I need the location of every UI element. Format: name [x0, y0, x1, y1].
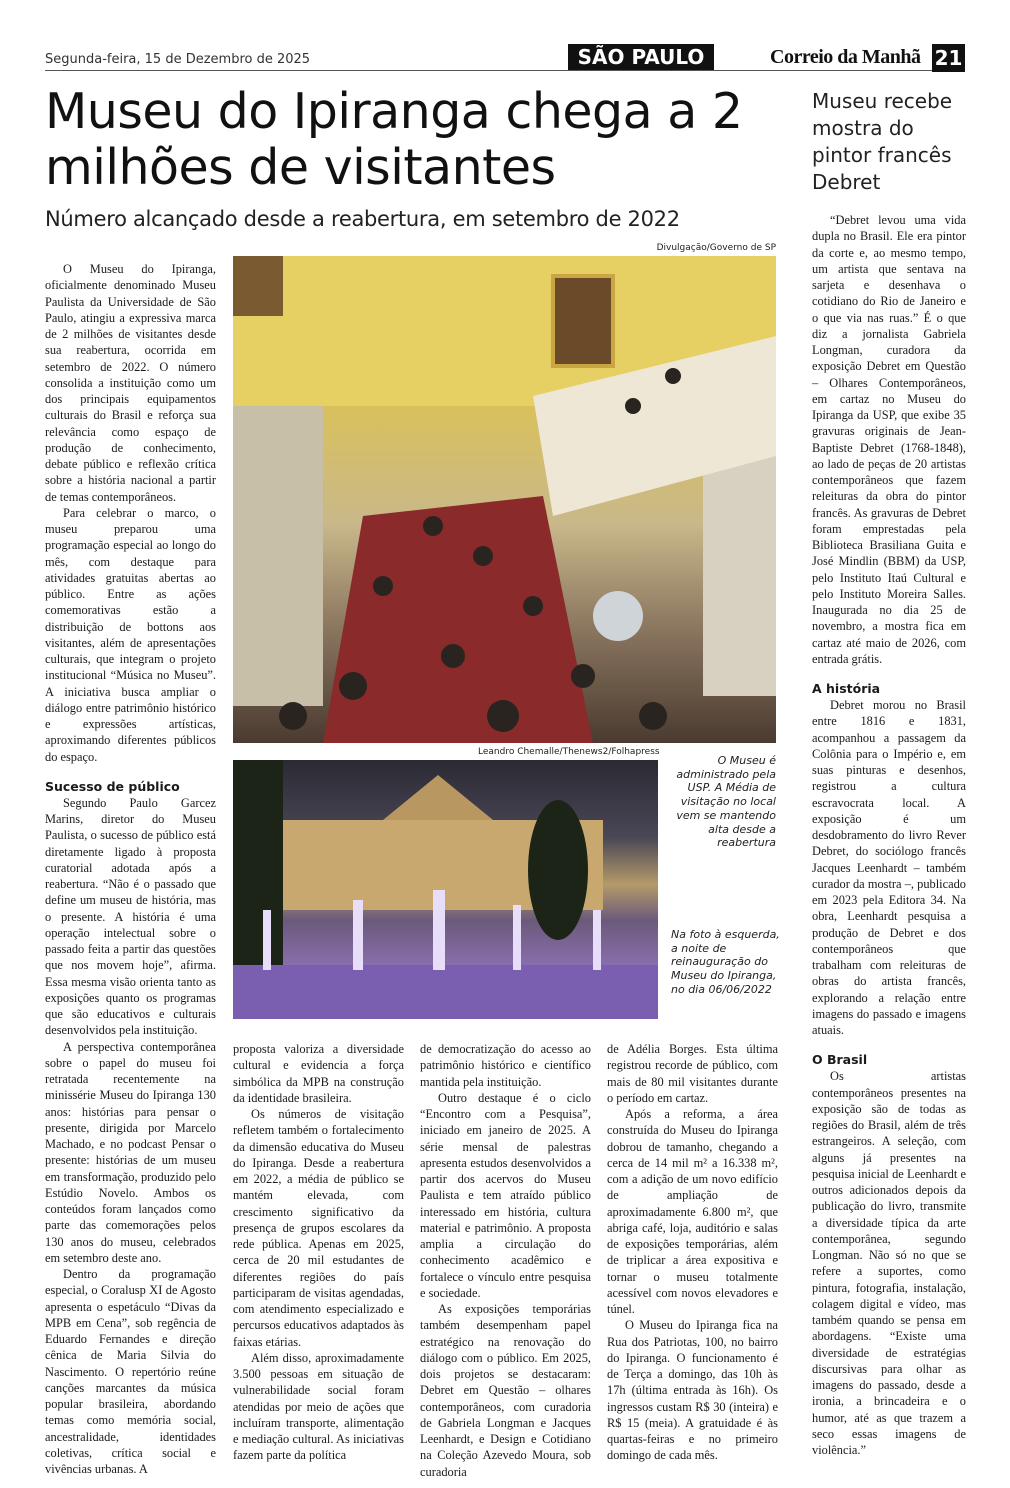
paragraph: O Museu do Ipiranga fica na Rua dos Patriotas, 100, no bairro do Ipiranga. O funcionamento é de Terça a domingo, das 10h às 17h (última entrada às 16h). Os ingressos custam R$ 30 (inteira) e R$ 15 (meia). A gratuidade é às quartas-feiras e no primeiro domingo de cada mês. — [607, 1318, 778, 1463]
paragraph: As exposições temporárias também desempenham papel estratégico na renovação do diálogo com o público. Em 2025, dois projetos se destacaram: Debret em Questão – olhares contemporâneos, com curadoria de Gabriela Longman e Jacques Leenhardt, e Design e Cotidiano na Coleção Azevedo Moura, sob curadoria — [420, 1302, 591, 1479]
photo-museum-staircase — [233, 256, 776, 743]
photo-museum-night — [233, 760, 658, 1019]
staircase-illustration — [233, 256, 776, 743]
photo1-credit: Divulgação/Governo de SP — [656, 243, 776, 253]
paragraph: Além disso, aproximadamente 3.500 pessoas em situação de vulnerabilidade social foram atendidas por meio de ações que incluíram transporte, alimentação e mediação cultural. As iniciativas fazem parte da política — [233, 1350, 404, 1463]
article-column-4 — [607, 1041, 778, 1464]
paragraph: Outro destaque é o ciclo “Encontro com a Pesquisa”, iniciado em janeiro de 2025. A série mensal de palestras apresenta estudos desenvolvidos a partir dos acervos do Museu Paulista e tem atraído público interessado em história, cultura material e patrimônio. A proposta amplia a circulação do conhecimento acadêmico e fortalece o vínculo entre pesquisa e sociedade. — [420, 1090, 591, 1300]
paragraph: A perspectiva contemporânea sobre o papel do museu foi retratada recentemente na minissérie Museu do Ipiranga 130 anos: histórias para pensar o presente, dirigida por Marcelo Machado, e no podcast Pensar o presente: histórias de um museu em transformação, produzido pelo Estúdio Novelo. Ambos os conteúdos foram lançados como parte das comemorações pelos 130 anos do museu, celebrados em setembro deste ano. — [45, 1039, 216, 1265]
paragraph: O Museu do Ipiranga, oficialmente denominado Museu Paulista da Universidade de São Paulo, atingiu a expressiva marca de 2 milhões de visitantes desde sua reabertura, ocorrida em setembro de 2022. O número consolida a instituição como um dos principais equipamentos culturais do Brasil e reforça sua relevância como espaço de produção de conhecimento, debate público e reflexão crítica sobre a história nacional a partir de temas contemporâneos. — [45, 262, 216, 504]
paragraph: proposta valoriza a diversidade cultural e evidencia a força simbólica da MPB na construção da identidade brasileira. — [233, 1042, 404, 1105]
page-number: 21 — [932, 44, 965, 72]
paragraph: Debret morou no Brasil entre 1816 e 1831, acompanhou a passagem da Colônia para o Império e, em suas pinturas e desenhos, registrou a cultura escravocrata local. A exposição é um desdobramento do livro Rever Debret, do sociólogo francês Jacques Leenhardt – também curador da mostra –, publicado em 2023 pela Editora 34. Na obra, Leenhardt pesquisa a produção de Debret e dos contemporâneos que trabalham com releituras de obras do artista francês, explorando a relação entre imagens do passado e imagens atuais. — [812, 698, 966, 1037]
paragraph: de democratização do acesso ao patrimônio histórico e científico mantida pela instituição. — [420, 1042, 591, 1089]
paragraph: “Debret levou uma vida dupla no Brasil. Ele era pintor da corte e, ao mesmo tempo, um artista que sentava na sarjeta e desenhava o cotidiano do Rio de Janeiro e o que via nas ruas.” É o que diz a jornalista Gabriela Longman, curadora da exposição Debret em Questão – Olhares Contemporâneos, em cartaz no Museu do Ipiranga da USP, que exibe 35 gravuras originais de Jean-Baptiste Debret (1768-1848), ao lado de peças de 20 artistas contemporâneos que fazem releituras da obra do pintor francês. As gravuras de Debret foram emprestadas pela Biblioteca Brasiliana Guita e José Mindlin (BBM) da USP, pelo Instituto Itaú Cultural e pelo Instituto Moreira Salles. Inaugurada no dia 25 de novembro, a mostra fica em cartaz até maio de 2026, com entrada grátis. — [812, 213, 966, 666]
paragraph: Os artistas contemporâneos presentes na exposição são de todas as regiões do Brasil, além de três estrangeiros. A seleção, com alguns já presentes na pesquisa inicial de Leenhardt e outros adicionados depois da publicação do livro, transmite a diversidade típica da arte contemporânea, segundo Longman. Não só no que se refere a suportes, como pintura, fotografia, instalação, colagem digital e vídeo, mas também quando se pensa em abordagens. “Existe uma diversidade de estratégias discursivas para olhar as imagens do passado, desde a ironia, a brincadeira e o humor, até as que trazem a seco essas imagens de violência.” — [812, 1069, 966, 1457]
article-column-3 — [420, 1041, 591, 1480]
header-rule — [45, 70, 965, 71]
paragraph: Segundo Paulo Garcez Marins, diretor do Museu Paulista, o sucesso de público está diretamente ligado à proposta curatorial adotada após a reabertura. “Não é o passado que define um museu de história, mas o presente. A história é uma operação intelectual sobre o passado feita a partir das questões que nos movem hoje”, afirma. Essa mesma visão orienta tanto as exposições quanto os programas que são educativos e culturais desenvolvidos pela instituição. — [45, 795, 216, 1038]
newspaper-logo: Correio da Manhã — [770, 46, 921, 68]
paragraph: Para celebrar o marco, o museu preparou uma programação especial ao longo do mês, com destaque para atividades gratuitas abertas ao público. Entre as ações comemorativas estão a distribuição de bottons aos visitantes, além de apresentações culturais, que integram o projeto institucional “Música no Museu”. A iniciativa busca ampliar o diálogo entre patrimônio histórico e expressões artísticas, aproximando diferentes públicos do espaço. — [45, 505, 216, 764]
article-column-1 — [45, 261, 216, 1477]
article-column-2 — [233, 1041, 404, 1464]
sidebar-column — [812, 212, 966, 1458]
photo2-credit: Leandro Chemalle/Thenews2/Folhapress — [478, 747, 660, 757]
issue-date: Segunda-feira, 15 de Dezembro de 2025 — [45, 52, 311, 67]
subheadline: Número alcançado desde a reabertura, em setembro de 2022 — [45, 207, 680, 231]
headline: Museu do Ipiranga chega a 2 milhões de visitantes — [45, 83, 743, 196]
section-label: SÃO PAULO — [568, 44, 714, 70]
paragraph: Dentro da programação especial, o Coralusp XI de Agosto apresenta o espetáculo “Divas da MPB em Cena”, sob regência de Eduardo Fernandes e direção cênica de Maria Silvia do Nascimento. O repertório reúne canções marcantes da música popular brasileira, abordando temas como memória social, ancestralidade, identidades coletivas, crítica social e vivências urbanas. A — [45, 1267, 216, 1476]
subtitle-sucesso: Sucesso de público — [45, 778, 180, 794]
sidebar-headline: Museu recebe mostra do pintor francês Debret — [812, 89, 953, 194]
paragraph: Os números de visitação refletem também o fortalecimento da dimensão educativa do Museu do Ipiranga. Desde a reabertura em 2022, a média de público se mantém elevada, com crescimento significativo da presença de grupos escolares da rede pública. Apenas em 2025, cerca de 20 mil estudantes de diferentes regiões do país participaram de visitas agendadas, com atendimento especializado e percursos educativos adaptados às faixas etárias. — [233, 1107, 404, 1349]
subtitle-historia: A história — [812, 681, 881, 696]
night-facade-illustration — [233, 760, 658, 1019]
paragraph: de Adélia Borges. Esta última registrou recorde de público, com mais de 80 mil visitantes durante o período em cartaz. — [607, 1042, 778, 1105]
subtitle-brasil: O Brasil — [812, 1052, 868, 1068]
caption-reinauguration: Na foto à esquerda, a noite de reinauguração do Museu do Ipiranga, no dia 06/06/2022 — [671, 928, 780, 996]
paragraph: Após a reforma, a área construída do Museu do Ipiranga dobrou de tamanho, chegando a cerca de 14 mil m² a 16.338 m², com a adição de um novo edifício de ampliação de aproximadamente 6.800 m², que abriga café, loja, auditório e salas de exposições temporárias, além de triplicar a área expositiva e tornar o museu totalmente acessível com novos elevadores e túnel. — [607, 1107, 778, 1316]
caption-usp: O Museu é administrado pela USP. A Média de visitação no local vem se mantendo alta desde a reabertura — [676, 754, 776, 850]
